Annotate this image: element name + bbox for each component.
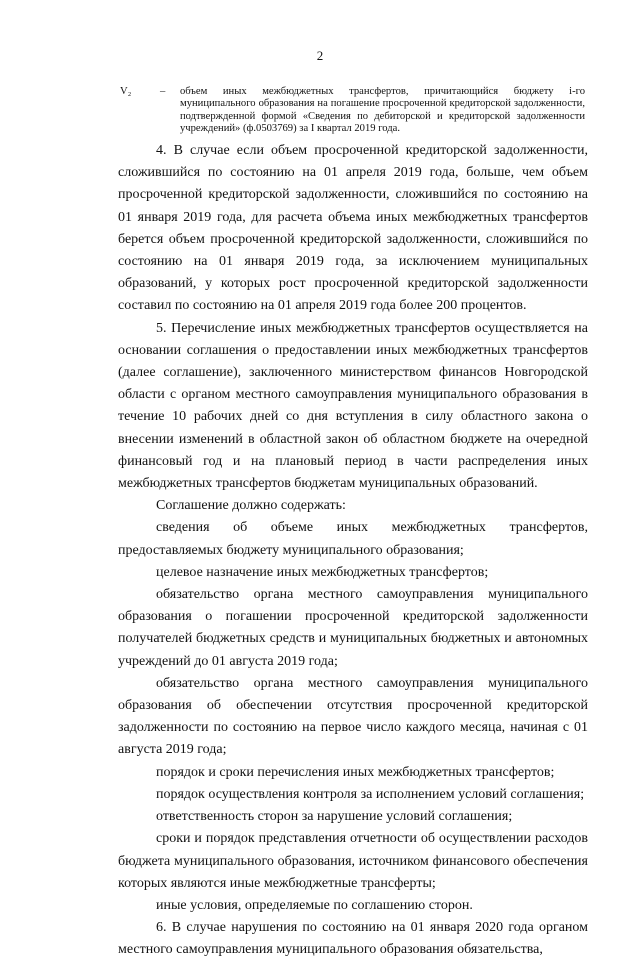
agreement-item: порядок осуществления контроля за исполнением условий соглашения; [156,786,585,802]
paragraph-4: 4. В случае если объем просроченной кредиторской задолженности, сложившийся по состоянию на 01 апреля 2019 года, больше, чем объем просроченной кредиторской задолженности, сложившийся по состоянию на 01 января 2019 года, для расчета объема иных межбюджетных трансфертов берется объем просроченной кредиторской задолженности, сложившийся по состоянию на 01 января 2019 года, за исключением муниципальных образований, у которых рост просроченной кредиторской задолженности составил по состоянию на 01 апреля 2019 года более 200 процентов. [118,143,588,314]
variable-description: объем иных межбюджетных трансфертов, причитающийся бюджету i-го муниципального образования на погашение просроченной кредиторской задолженности, подтвержденной формой «Сведения по дебиторской и кредиторской задолженности учреждений» (ф.0503769) за I квартал 2019 года. [180,86,585,135]
document-body [118,140,588,962]
agreement-item: иные условия, определяемые по соглашению сторон. [156,897,473,913]
agreement-item: целевое назначение иных межбюджетных трансфертов; [156,564,489,580]
agreement-item: обязательство органа местного самоуправления муниципального образования об обеспечении отсутствия просроченной кредиторской задолженности по состоянию на первое число каждого месяца, начиная с 01 августа 2019 года; [118,675,588,758]
agreement-item: сведения об объеме иных межбюджетных трансфертов, предоставляемых бюджету муниципального образования; [118,520,588,558]
agreement-item: ответственность сторон за нарушение условий соглашения; [156,809,513,825]
variable-symbol: V₂ [120,86,132,97]
paragraph-5: 5. Перечисление иных межбюджетных трансфертов осуществляется на основании соглашения о предоставлении иных межбюджетных трансфертов (далее соглашение), заключенного министерством финансов Новгородской области с органом местного самоуправления муниципального образования в течение 10 рабочих дней со дня вступления в силу областного закона о внесении изменений в областной закон об областном бюджете на очередной финансовый год и на плановый период в части распределения иных межбюджетных трансфертов бюджетам муниципальных образований. [118,320,588,492]
paragraph-6: 6. В случае нарушения по состоянию на 01 января 2020 года органом местного самоуправления муниципального образования обязательства, [118,920,588,958]
agreement-intro: Соглашение должно содержать: [156,498,346,514]
page-number: 2 [316,48,324,63]
variable-dash: – [160,86,166,97]
agreement-item: обязательство органа местного самоуправления муниципального образования о погашении просроченной кредиторской задолженности получателей бюджетных средств и муниципальных бюджетных и автономных учреждений до 01 августа 2019 года; [118,587,588,669]
agreement-item: сроки и порядок представления отчетности об осуществлении расходов бюджета муниципального образования, источником финансового обеспечения которых являются иные межбюджетные трансферты; [118,831,588,891]
agreement-item: порядок и сроки перечисления иных межбюджетных трансфертов; [156,764,555,780]
